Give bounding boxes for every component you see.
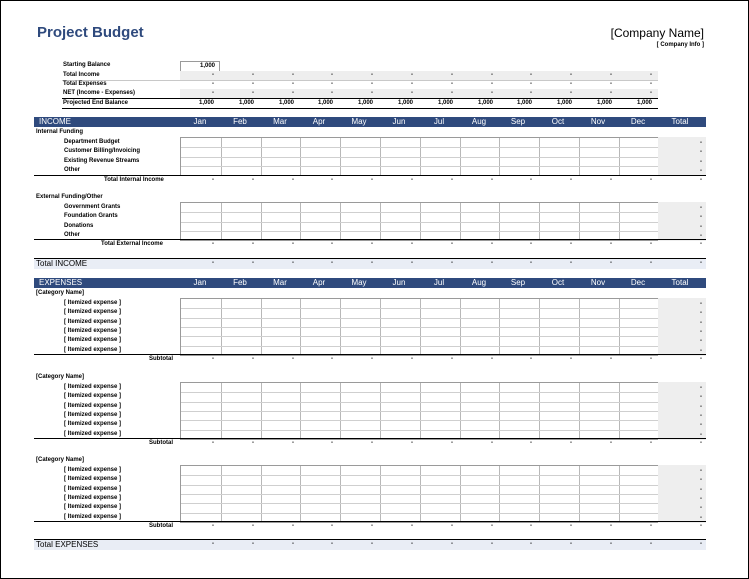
- expense-subtotal-value-2-9: -: [530, 440, 532, 446]
- total-income-value-1: -: [212, 72, 214, 78]
- internal-income-grid[interactable]: [180, 137, 660, 176]
- external-total-value-12: -: [650, 241, 652, 247]
- month-header-jul: Jul: [433, 117, 445, 126]
- total-expenses-row-value-11: -: [610, 541, 612, 547]
- total-expenses-row-value-12: -: [650, 541, 652, 547]
- month-header-jan: Jan: [193, 117, 207, 126]
- external-total-value-6: -: [411, 241, 413, 247]
- internal-income-grid-total-3: -: [700, 158, 702, 165]
- total-expenses-row-value-5: -: [371, 541, 373, 547]
- expense-subtotal-value-3-12: -: [650, 523, 652, 529]
- total-expenses-row-value-4: -: [331, 541, 333, 547]
- internal-total-value-11: -: [610, 177, 612, 183]
- expense-grid-1-total-6: -: [700, 347, 702, 354]
- projected-end-balance-value-10: 1,000: [556, 100, 572, 106]
- total-expenses-row-value-7: -: [451, 541, 453, 547]
- grid-row: [181, 485, 659, 486]
- expense-subtotal-value-3-7: -: [451, 523, 453, 529]
- grid-row: [181, 336, 659, 337]
- total-expenses-label: Total EXPENSES: [36, 540, 99, 549]
- expense-grid-2-total-6: -: [700, 431, 702, 438]
- total-income-row-value-8: -: [491, 260, 493, 266]
- month-header-aug: Aug: [471, 117, 487, 126]
- total-expenses-row-value-2: -: [252, 541, 254, 547]
- external-total-value-10: -: [570, 241, 572, 247]
- total-income-row-value-total: -: [700, 260, 702, 266]
- itemized-expense-label: [ Itemized expense ]: [64, 346, 122, 353]
- projected-end-balance-label: Projected End Balance: [63, 100, 129, 106]
- itemized-expense-label: [ Itemized expense ]: [64, 513, 122, 520]
- category-name-3: [Category Name]: [36, 457, 85, 463]
- internal-total-value-3: -: [292, 177, 294, 183]
- total-income-row-value-4: -: [331, 260, 333, 266]
- itemized-expense-label: [ Itemized expense ]: [64, 430, 122, 437]
- total-income-value-10: -: [570, 72, 572, 78]
- internal-income-grid-total-2: -: [700, 149, 702, 156]
- itemized-expense-label: [ Itemized expense ]: [64, 476, 122, 483]
- internal-total-value-12: -: [650, 177, 652, 183]
- company-name[interactable]: [Company Name]: [610, 26, 704, 40]
- total-income-label: Total Income: [63, 72, 100, 78]
- grid-row: [181, 147, 659, 148]
- expense-subtotal-value-2-2: -: [252, 440, 254, 446]
- external-item-label: Government Grants: [64, 204, 121, 210]
- total-income-row-value-6: -: [411, 260, 413, 266]
- internal-total-value-7: -: [451, 177, 453, 183]
- projected-end-balance-value-2: 1,000: [238, 100, 254, 106]
- projected-end-balance-value-8: 1,000: [477, 100, 493, 106]
- grid-row: [181, 402, 659, 403]
- total-income-value-11: -: [610, 72, 612, 78]
- net-value-3: -: [292, 90, 294, 96]
- projected-end-balance-value-3: 1,000: [278, 100, 294, 106]
- total-expenses-row-value-8: -: [491, 541, 493, 547]
- expense-subtotal-value-1-7: -: [451, 356, 453, 362]
- total-income-value-5: -: [371, 72, 373, 78]
- expense-grid-1[interactable]: [180, 298, 660, 356]
- grid-row: [181, 420, 659, 421]
- month-header-jun: Jun: [392, 117, 406, 126]
- itemized-expense-label: [ Itemized expense ]: [64, 402, 122, 409]
- month-header-sep: Sep: [510, 278, 526, 287]
- internal-funding-title: Internal Funding: [36, 129, 83, 135]
- expense-subtotal-value-2-6: -: [411, 440, 413, 446]
- total-income-value-2: -: [252, 72, 254, 78]
- month-header-dec: Dec: [630, 117, 646, 126]
- itemized-expense-label: [ Itemized expense ]: [64, 309, 122, 316]
- external-total-value-9: -: [530, 241, 532, 247]
- month-header-sep: Sep: [510, 117, 526, 126]
- expense-subtotal-value-3-4: -: [331, 523, 333, 529]
- external-total-value-11: -: [610, 241, 612, 247]
- expense-subtotal-value-3-total: -: [700, 523, 702, 529]
- expense-subtotal-value-3-1: -: [212, 523, 214, 529]
- total-expenses-value-8: -: [491, 81, 493, 87]
- total-header: Total: [671, 278, 689, 287]
- month-header-jul: Jul: [433, 278, 445, 287]
- expense-grid-3-total-2: -: [700, 477, 702, 484]
- net-value-9: -: [530, 90, 532, 96]
- internal-item-label: Existing Revenue Streams: [64, 157, 140, 164]
- net-value-12: -: [650, 90, 652, 96]
- expense-grid-3[interactable]: [180, 465, 660, 523]
- net-value-2: -: [252, 90, 254, 96]
- expense-grid-3-total-4: -: [700, 495, 702, 502]
- company-info[interactable]: [ Company Info ]: [656, 42, 704, 48]
- expense-subtotal-value-1-4: -: [331, 356, 333, 362]
- expense-grid-1-total-3: -: [700, 319, 702, 326]
- expense-subtotal-value-1-11: -: [610, 356, 612, 362]
- grid-row: [181, 308, 659, 309]
- grid-row: [181, 392, 659, 393]
- income-header: [34, 117, 706, 127]
- total-income-row-value-9: -: [530, 260, 532, 266]
- expense-grid-3-total-3: -: [700, 486, 702, 493]
- month-header-may: May: [351, 278, 367, 287]
- total-expenses-value-6: -: [411, 81, 413, 87]
- net-value-7: -: [451, 90, 453, 96]
- total-income-value-3: -: [292, 72, 294, 78]
- total-expenses-row-value-3: -: [292, 541, 294, 547]
- external-total-value-3: -: [292, 241, 294, 247]
- total-expenses-row-value-9: -: [530, 541, 532, 547]
- expense-grid-2-total-2: -: [700, 394, 702, 401]
- itemized-expense-label: [ Itemized expense ]: [64, 504, 122, 511]
- internal-item-label: Other: [64, 166, 81, 173]
- external-total-value-total: -: [700, 241, 702, 247]
- category-name-2: [Category Name]: [36, 374, 85, 380]
- expenses-header: [34, 278, 706, 288]
- internal-income-grid-total-1: -: [700, 140, 702, 146]
- grid-row: [181, 503, 659, 504]
- external-item-label: Foundation Grants: [64, 213, 118, 220]
- total-income-row-value-11: -: [610, 260, 612, 266]
- expense-subtotal-value-3-3: -: [292, 523, 294, 529]
- expense-grid-3-total-6: -: [700, 514, 702, 521]
- total-expenses-value-10: -: [570, 81, 572, 87]
- expense-grid-2-total-4: -: [700, 412, 702, 419]
- projected-end-balance-value-4: 1,000: [317, 100, 333, 106]
- net-value-11: -: [610, 90, 612, 96]
- month-header-apr: Apr: [312, 278, 326, 287]
- expense-subtotal-value-1-9: -: [530, 356, 532, 362]
- net-value-6: -: [411, 90, 413, 96]
- external-item-label: Donations: [64, 222, 94, 229]
- projected-end-balance-value-1: 1,000: [198, 100, 214, 106]
- expense-subtotal-value-1-2: -: [252, 356, 254, 362]
- itemized-expense-label: [ Itemized expense ]: [64, 337, 122, 344]
- projected-end-balance-value-5: 1,000: [357, 100, 373, 106]
- expense-subtotal-value-2-10: -: [570, 440, 572, 446]
- month-header-apr: Apr: [312, 117, 326, 126]
- month-header-oct: Oct: [551, 278, 565, 287]
- internal-total-value-2: -: [252, 177, 254, 183]
- total-expenses-label: Total Expenses: [63, 81, 107, 87]
- internal-total-value-6: -: [411, 177, 413, 183]
- projected-end-balance-value-6: 1,000: [397, 100, 413, 106]
- total-expenses-row-value-1: -: [212, 541, 214, 547]
- total-income-value-4: -: [331, 72, 333, 78]
- external-income-grid-total-3: -: [700, 223, 702, 230]
- internal-total-value-1: -: [212, 177, 214, 183]
- net-label: NET (Income - Expenses): [63, 90, 136, 96]
- total-expenses-value-12: -: [650, 81, 652, 87]
- internal-item-label: Customer Billing/Invoicing: [64, 148, 141, 155]
- expense-grid-3-total-1: -: [700, 468, 702, 474]
- expense-subtotal-value-2-1: -: [212, 440, 214, 446]
- internal-total-label: Total Internal Income: [104, 177, 164, 183]
- external-income-grid-total-1: -: [700, 205, 702, 211]
- expense-subtotal-value-2-7: -: [451, 440, 453, 446]
- internal-total-value-5: -: [371, 177, 373, 183]
- itemized-expense-label: [ Itemized expense ]: [64, 393, 122, 400]
- total-income-row-value-3: -: [292, 260, 294, 266]
- external-income-grid[interactable]: [180, 202, 660, 241]
- internal-total-value-9: -: [530, 177, 532, 183]
- expense-subtotal-value-1-6: -: [411, 356, 413, 362]
- expense-grid-2[interactable]: [180, 382, 660, 440]
- expense-subtotal-value-1-1: -: [212, 356, 214, 362]
- total-expenses-value-3: -: [292, 81, 294, 87]
- grid-row: [181, 430, 659, 431]
- expense-grid-1-total-4: -: [700, 328, 702, 335]
- expense-subtotal-value-1-total: -: [700, 356, 702, 362]
- income-header-label: INCOME: [39, 117, 71, 126]
- month-header-jan: Jan: [193, 278, 207, 287]
- grid-row: [181, 494, 659, 495]
- itemized-expense-label: [ Itemized expense ]: [64, 411, 122, 418]
- grid-row: [181, 212, 659, 213]
- expense-subtotal-value-3-9: -: [530, 523, 532, 529]
- expense-subtotal-value-1-12: -: [650, 356, 652, 362]
- page-title: Project Budget: [37, 24, 144, 41]
- expense-subtotal-value-2-total: -: [700, 440, 702, 446]
- total-expenses-row-value-total: -: [700, 541, 702, 547]
- expense-subtotal-value-3-11: -: [610, 523, 612, 529]
- grid-row: [181, 157, 659, 158]
- expense-grid-1-total-5: -: [700, 338, 702, 345]
- summary-row-line: [62, 108, 658, 109]
- expense-grid-1-total-2: -: [700, 310, 702, 317]
- expense-subtotal-label-2: Subtotal: [149, 440, 173, 446]
- grid-row: [181, 411, 659, 412]
- internal-total-value-total: -: [700, 177, 702, 183]
- total-income-row-value-1: -: [212, 260, 214, 266]
- expense-subtotal-value-2-8: -: [491, 440, 493, 446]
- total-income-row-value-10: -: [570, 260, 572, 266]
- projected-end-balance-value-7: 1,000: [437, 100, 453, 106]
- external-income-grid-total-4: -: [700, 232, 702, 239]
- month-header-jun: Jun: [392, 278, 406, 287]
- expense-subtotal-value-1-10: -: [570, 356, 572, 362]
- itemized-expense-label: [ Itemized expense ]: [64, 327, 122, 334]
- total-header: Total: [671, 117, 689, 126]
- expense-grid-3-total-5: -: [700, 505, 702, 512]
- total-expenses-value-5: -: [371, 81, 373, 87]
- external-total-value-2: -: [252, 241, 254, 247]
- expense-subtotal-value-3-2: -: [252, 523, 254, 529]
- internal-total-value-4: -: [331, 177, 333, 183]
- month-header-mar: Mar: [273, 278, 287, 287]
- net-value-1: -: [212, 90, 214, 96]
- projected-end-balance-value-9: 1,000: [516, 100, 532, 106]
- expense-subtotal-value-3-8: -: [491, 523, 493, 529]
- total-income-value-8: -: [491, 72, 493, 78]
- category-name-1: [Category Name]: [36, 290, 85, 296]
- starting-balance-value: 1,000: [199, 63, 215, 69]
- grid-row: [181, 327, 659, 328]
- total-income-value-12: -: [650, 72, 652, 78]
- expense-subtotal-value-3-5: -: [371, 523, 373, 529]
- external-funding-title: External Funding/Other: [36, 194, 103, 200]
- expense-subtotal-value-1-5: -: [371, 356, 373, 362]
- external-item-label: Other: [64, 231, 81, 238]
- total-expenses-value-7: -: [451, 81, 453, 87]
- itemized-expense-label: [ Itemized expense ]: [64, 494, 122, 501]
- net-value-4: -: [331, 90, 333, 96]
- expense-grid-2-total-1: -: [700, 385, 702, 391]
- month-header-nov: Nov: [590, 117, 606, 126]
- total-expenses-row-value-10: -: [570, 541, 572, 547]
- expense-grid-2-total-3: -: [700, 403, 702, 410]
- itemized-expense-label: [ Itemized expense ]: [64, 384, 122, 390]
- grid-row: [181, 318, 659, 319]
- grid-row: [181, 513, 659, 514]
- external-total-value-1: -: [212, 241, 214, 247]
- external-total-value-5: -: [371, 241, 373, 247]
- expense-subtotal-value-2-5: -: [371, 440, 373, 446]
- total-expenses-row-value-6: -: [411, 541, 413, 547]
- external-total-value-7: -: [451, 241, 453, 247]
- month-header-oct: Oct: [551, 117, 565, 126]
- starting-balance-label: Starting Balance: [63, 62, 111, 68]
- external-income-grid-total-2: -: [700, 214, 702, 221]
- projected-end-balance-value-12: 1,000: [636, 100, 652, 106]
- month-header-aug: Aug: [471, 278, 487, 287]
- external-total-value-4: -: [331, 241, 333, 247]
- internal-total-value-10: -: [570, 177, 572, 183]
- net-value-5: -: [371, 90, 373, 96]
- expense-grid-1-total-1: -: [700, 301, 702, 307]
- expense-subtotal-value-3-6: -: [411, 523, 413, 529]
- expense-subtotal-label-1: Subtotal: [149, 356, 173, 362]
- expense-subtotal-label-3: Subtotal: [149, 523, 173, 529]
- total-expenses-value-11: -: [610, 81, 612, 87]
- projected-end-balance-value-11: 1,000: [596, 100, 612, 106]
- itemized-expense-label: [ Itemized expense ]: [64, 300, 122, 306]
- internal-total-value-8: -: [491, 177, 493, 183]
- month-header-mar: Mar: [273, 117, 287, 126]
- net-value-10: -: [570, 90, 572, 96]
- month-header-feb: Feb: [233, 278, 247, 287]
- total-income-value-6: -: [411, 72, 413, 78]
- expense-subtotal-value-2-3: -: [292, 440, 294, 446]
- external-total-value-8: -: [491, 241, 493, 247]
- net-value-8: -: [491, 90, 493, 96]
- month-header-feb: Feb: [233, 117, 247, 126]
- grid-row: [181, 346, 659, 347]
- expense-subtotal-value-2-4: -: [331, 440, 333, 446]
- itemized-expense-label: [ Itemized expense ]: [64, 318, 122, 325]
- itemized-expense-label: [ Itemized expense ]: [64, 467, 122, 473]
- grid-row: [181, 166, 659, 167]
- total-income-row-value-2: -: [252, 260, 254, 266]
- expense-subtotal-value-2-12: -: [650, 440, 652, 446]
- expense-subtotal-value-1-8: -: [491, 356, 493, 362]
- total-expenses-value-1: -: [212, 81, 214, 87]
- month-header-dec: Dec: [630, 278, 646, 287]
- month-header-may: May: [351, 117, 367, 126]
- total-expenses-value-9: -: [530, 81, 532, 87]
- total-expenses-value-4: -: [331, 81, 333, 87]
- grid-row: [181, 231, 659, 232]
- total-income-row-value-5: -: [371, 260, 373, 266]
- total-income-row-value-12: -: [650, 260, 652, 266]
- expense-subtotal-value-2-11: -: [610, 440, 612, 446]
- itemized-expense-label: [ Itemized expense ]: [64, 421, 122, 428]
- total-expenses-value-2: -: [252, 81, 254, 87]
- month-header-nov: Nov: [590, 278, 606, 287]
- itemized-expense-label: [ Itemized expense ]: [64, 485, 122, 492]
- expense-subtotal-value-3-10: -: [570, 523, 572, 529]
- grid-row: [181, 475, 659, 476]
- grid-row: [181, 222, 659, 223]
- total-income-label: Total INCOME: [36, 259, 88, 268]
- expenses-header-label: EXPENSES: [39, 278, 83, 287]
- expense-grid-2-total-5: -: [700, 422, 702, 429]
- external-total-label: Total External Income: [101, 241, 163, 247]
- internal-item-label: Department Budget: [64, 139, 120, 145]
- expense-subtotal-value-1-3: -: [292, 356, 294, 362]
- total-income-value-7: -: [451, 72, 453, 78]
- total-income-value-9: -: [530, 72, 532, 78]
- internal-income-grid-total-4: -: [700, 167, 702, 174]
- total-income-row-value-7: -: [451, 260, 453, 266]
